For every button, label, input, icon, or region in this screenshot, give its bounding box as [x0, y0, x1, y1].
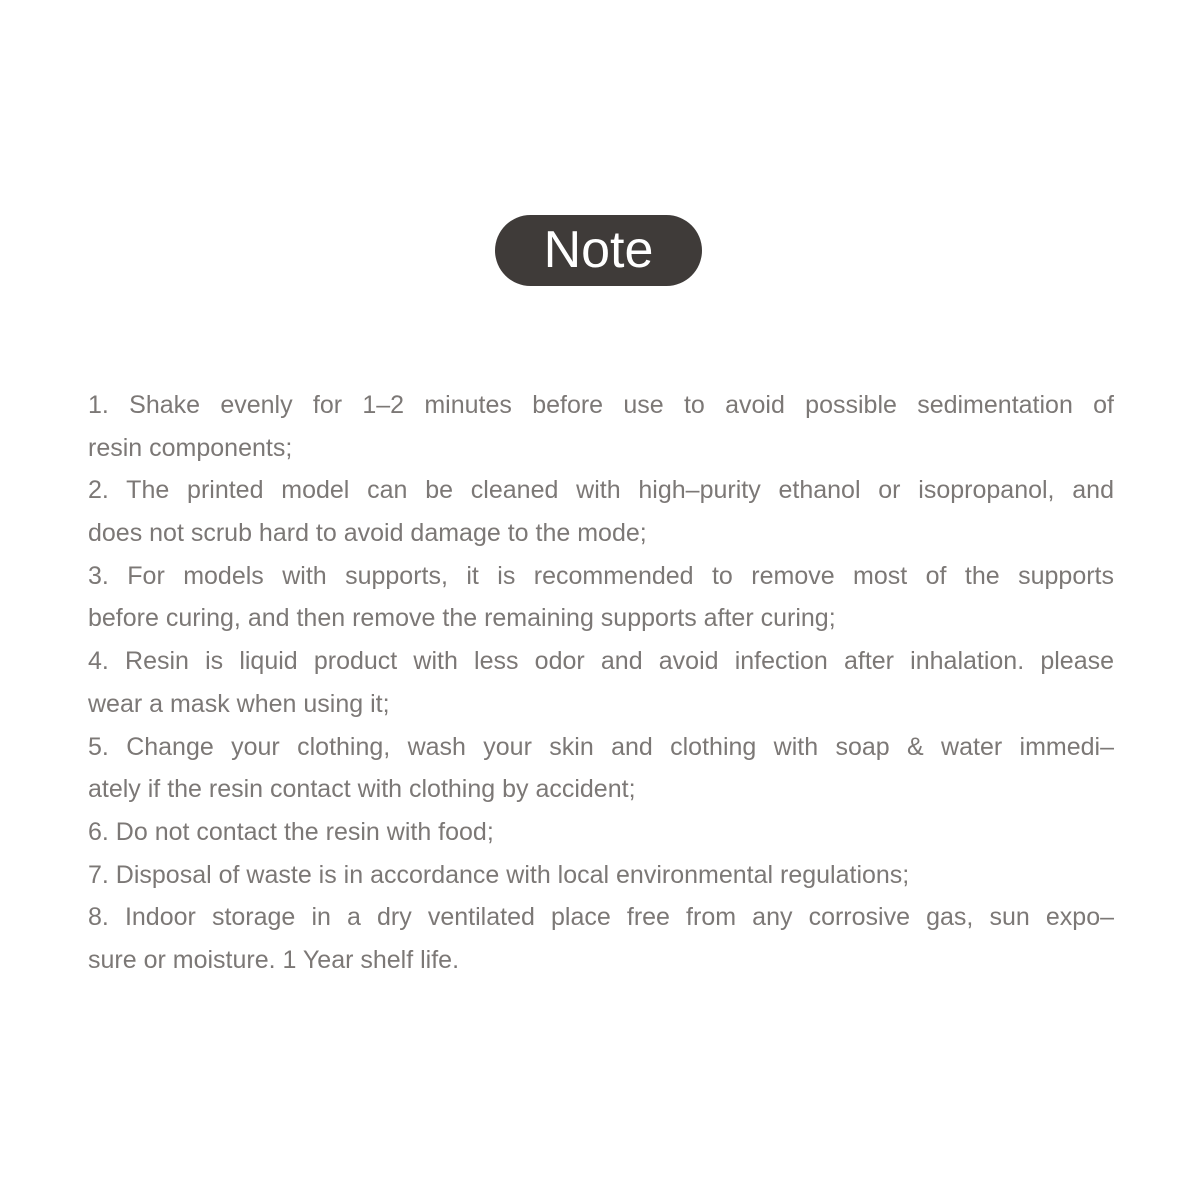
note-line: does not scrub hard to avoid damage to the mode;	[88, 519, 647, 548]
note-line: 8. Indoor storage in a dry ventilated place free from any corrosive gas, sun expo–	[88, 903, 1114, 932]
note-title: Note	[543, 220, 654, 279]
note-line: 5. Change your clothing, wash your skin and clothing with soap & water immedi–	[88, 732, 1114, 761]
note-line: resin components;	[88, 433, 293, 462]
note-line: wear a mask when using it;	[88, 689, 390, 718]
note-line: 6. Do not contact the resin with food;	[88, 817, 494, 846]
note-line: sure or moisture. 1 Year shelf life.	[88, 945, 460, 974]
note-title-badge	[495, 215, 702, 286]
note-line: 4. Resin is liquid product with less odor and avoid infection after inhalation. please	[88, 647, 1114, 676]
notes-list	[88, 384, 1114, 982]
note-line: 7. Disposal of waste is in accordance with local environmental regulations;	[88, 860, 910, 889]
note-line: 1. Shake evenly for 1–2 minutes before use to avoid possible sedimentation of	[88, 391, 1114, 419]
note-line: ately if the resin contact with clothing by accident;	[88, 775, 636, 804]
note-line: 3. For models with supports, it is recommended to remove most of the supports	[88, 561, 1114, 590]
note-line: before curing, and then remove the remaining supports after curing;	[88, 604, 836, 633]
note-line: 2. The printed model can be cleaned with high–purity ethanol or isopropanol, and	[88, 476, 1114, 505]
